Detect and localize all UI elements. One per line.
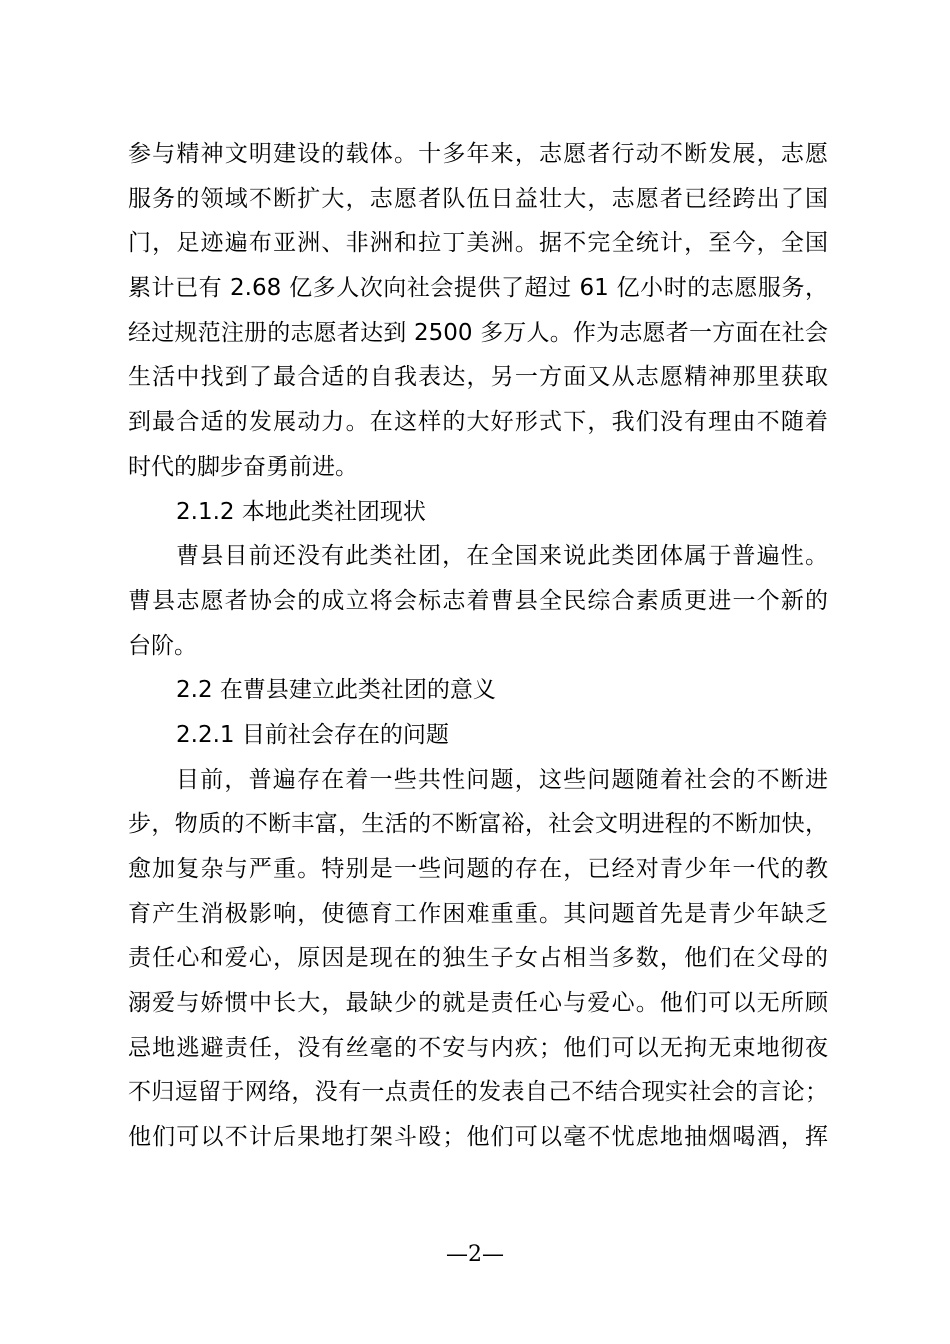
text-line: 到最合适的发展动力。在这样的大好形式下，我们没有理由不随着 bbox=[128, 409, 828, 436]
text-line: 时代的脚步奋勇前进。 bbox=[128, 453, 358, 480]
text-line: 忌地逃避责任，没有丝毫的不安与内疚；他们可以无拘无束地彻夜 bbox=[128, 1034, 828, 1061]
text-line: 累计已有 2.68 亿多人次向社会提供了超过 61 亿小时的志愿服务， bbox=[128, 275, 828, 302]
section-heading-2-1-2: 2.1.2 本地此类社团现状 bbox=[176, 498, 426, 525]
page-number: —2— bbox=[446, 1242, 504, 1267]
text-line: 台阶。 bbox=[128, 632, 197, 659]
section-heading-2-2-1: 2.2.1 目前社会存在的问题 bbox=[176, 721, 449, 748]
text-line: 参与精神文明建设的载体。十多年来，志愿者行动不断发展，志愿 bbox=[128, 141, 828, 167]
text-line: 曹县目前还没有此类社团，在全国来说此类团体属于普遍性。 bbox=[176, 543, 828, 570]
text-line: 不归逗留于网络，没有一点责任的发表自己不结合现实社会的言论； bbox=[128, 1079, 828, 1106]
body-text bbox=[128, 132, 828, 1160]
text-line: 目前，普遍存在着一些共性问题，这些问题随着社会的不断进 bbox=[176, 766, 828, 793]
text-line: 步，物质的不断丰富，生活的不断富裕，社会文明进程的不断加快， bbox=[128, 811, 828, 838]
text-line: 经过规范注册的志愿者达到 2500 多万人。作为志愿者一方面在社会 bbox=[128, 319, 828, 346]
text-line: 服务的领域不断扩大，志愿者队伍日益壮大，志愿者已经跨出了国 bbox=[128, 185, 828, 212]
text-line: 他们可以不计后果地打架斗殴；他们可以毫不忧虑地抽烟喝酒，挥 bbox=[128, 1124, 828, 1151]
text-line: 曹县志愿者协会的成立将会标志着曹县全民综合素质更进一个新的 bbox=[128, 587, 828, 614]
text-line: 责任心和爱心，原因是现在的独生子女占相当多数，他们在父母的 bbox=[128, 945, 828, 972]
section-heading-2-2: 2.2 在曹县建立此类社团的意义 bbox=[176, 677, 496, 704]
text-line: 溺爱与娇惯中长大，最缺少的就是责任心与爱心。他们可以无所顾 bbox=[128, 990, 828, 1017]
text-line: 育产生消极影响，使德育工作困难重重。其问题首先是青少年缺乏 bbox=[128, 900, 828, 927]
text-line: 生活中找到了最合适的自我表达，另一方面又从志愿精神那里获取 bbox=[128, 364, 828, 391]
text-line: 门，足迹遍布亚洲、非洲和拉丁美洲。据不完全统计，至今，全国 bbox=[128, 230, 828, 257]
text-line: 愈加复杂与严重。特别是一些问题的存在，已经对青少年一代的教 bbox=[128, 856, 828, 882]
